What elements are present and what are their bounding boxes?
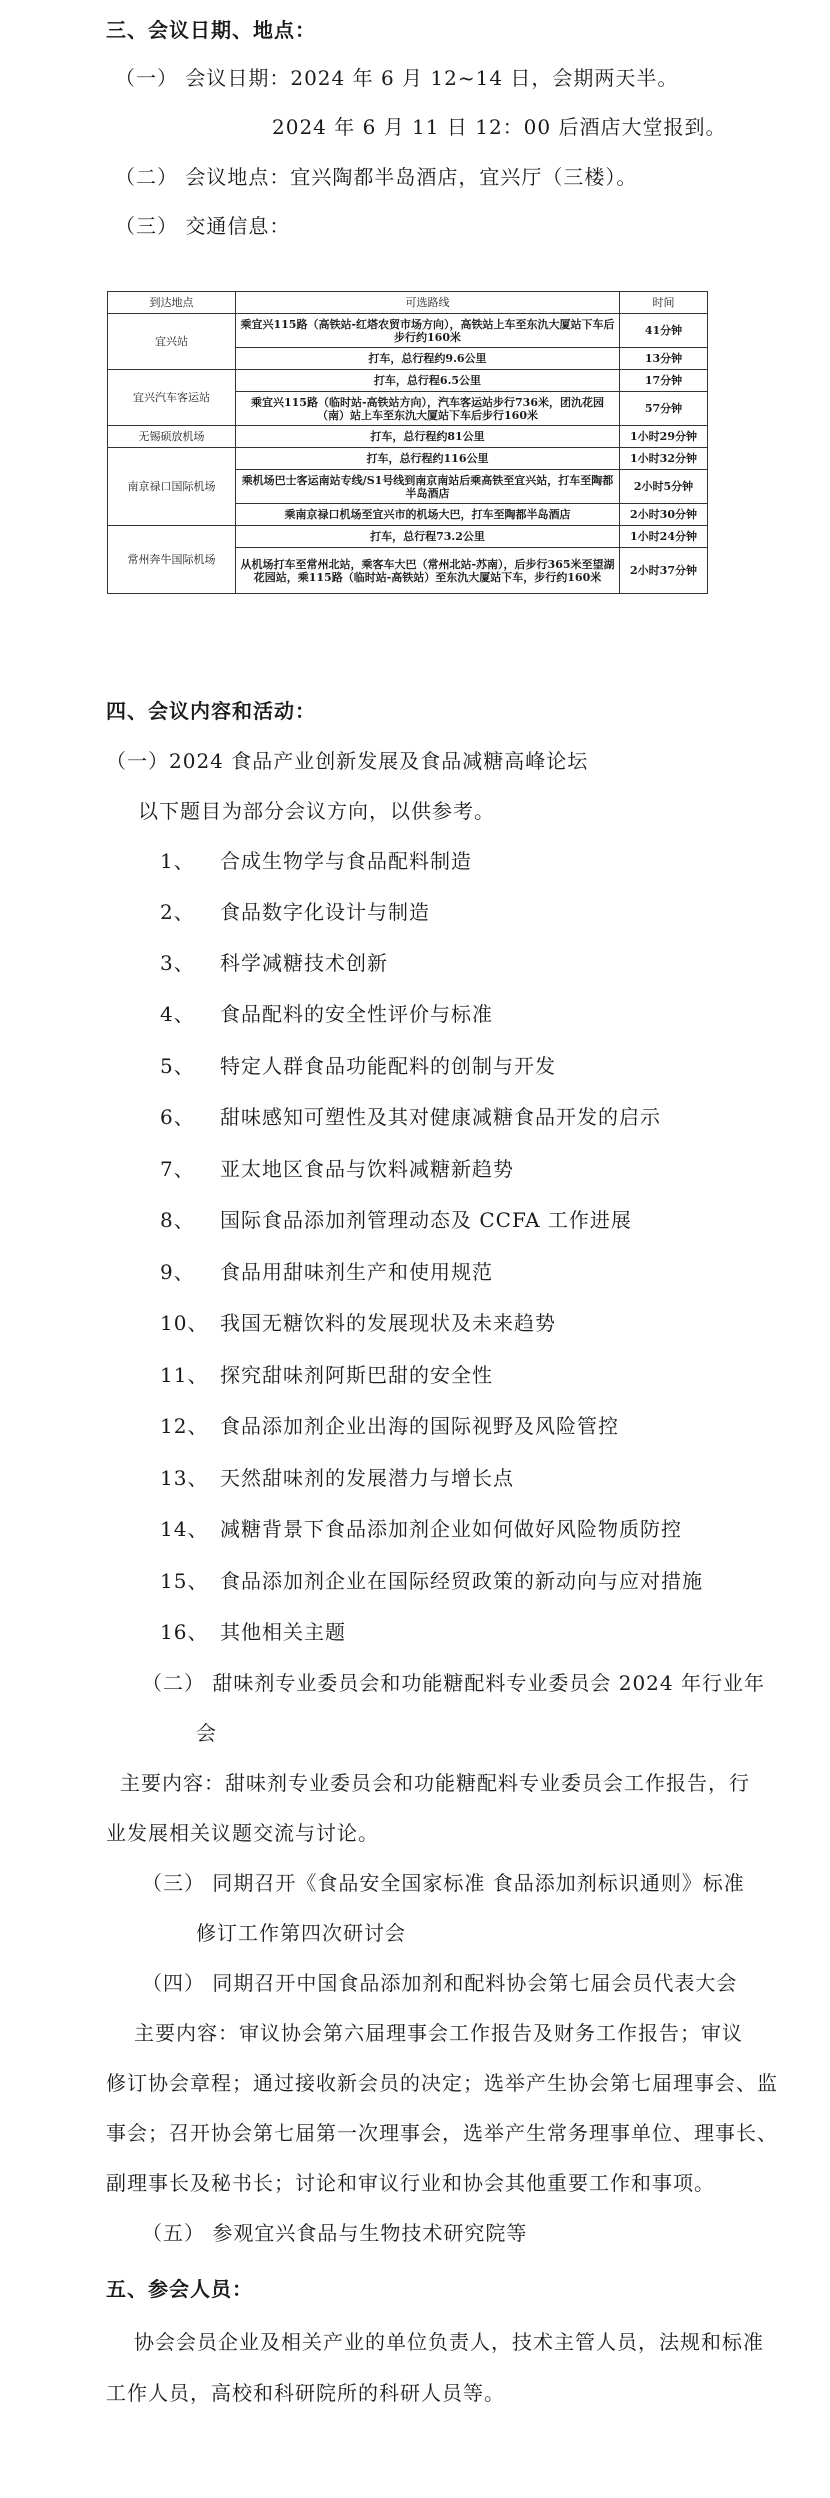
list-item <box>160 1258 493 1286</box>
route-cell: 打车，总行程约81公里 <box>236 426 620 448</box>
list-item <box>160 1464 514 1492</box>
topic-number: 14、 <box>160 1517 209 1541</box>
list-item <box>160 847 472 875</box>
section5-line2: 工作人员，高校和科研院所的科研人员等。 <box>106 2381 505 2405</box>
topic-text: 食品添加剂企业在国际经贸政策的新动向与应对措施 <box>220 1569 703 1593</box>
item2-title-line2: 会 <box>196 1721 217 1745</box>
topic-number: 10、 <box>160 1311 209 1335</box>
item3-title-line2: 修订工作第四次研讨会 <box>196 1921 406 1945</box>
topic-text: 食品数字化设计与制造 <box>220 900 430 924</box>
topic-text: 我国无糖饮料的发展现状及未来趋势 <box>220 1311 556 1335</box>
time-cell: 1小时24分钟 <box>620 526 708 548</box>
topic-number: 15、 <box>160 1569 209 1593</box>
route-cell: 乘宜兴115路（高铁站-红塔农贸市场方向），高铁站上车至东氿大厦站下车后步行约160米 <box>236 314 620 348</box>
topic-text: 合成生物学与食品配料制造 <box>220 849 472 873</box>
route-cell: 乘机场巴士客运南站专线/S1号线到南京南站后乘高铁至宜兴站，打车至陶都半岛酒店 <box>236 470 620 504</box>
topic-number: 4、 <box>160 1002 195 1026</box>
topic-text: 国际食品添加剂管理动态及 CCFA 工作进展 <box>220 1208 632 1232</box>
list-item <box>160 1155 514 1183</box>
time-cell: 1小时32分钟 <box>620 448 708 470</box>
topic-text: 食品添加剂企业出海的国际视野及风险管控 <box>220 1414 619 1438</box>
topic-text: 甜味感知可塑性及其对健康减糖食品开发的启示 <box>220 1105 661 1129</box>
list-item <box>160 1515 682 1543</box>
table-row <box>108 314 708 348</box>
topic-number: 16、 <box>160 1620 209 1644</box>
time-cell: 2小时37分钟 <box>620 548 708 594</box>
section5-line1: 协会会员企业及相关产业的单位负责人，技术主管人员，法规和标准 <box>134 2330 764 2354</box>
route-cell: 打车，总行程约116公里 <box>236 448 620 470</box>
list-item <box>160 1618 346 1646</box>
item5-title: （五） 参观宜兴食品与生物技术研究院等 <box>142 2221 528 2245</box>
destination-cell: 宜兴汽车客运站 <box>108 370 236 426</box>
topic-text: 亚太地区食品与饮料减糖新趋势 <box>220 1157 514 1181</box>
item4-content-line4: 副理事长及秘书长；讨论和审议行业和协会其他重要工作和事项。 <box>106 2171 715 2195</box>
header-destination: 到达地点 <box>108 292 236 314</box>
time-cell: 13分钟 <box>620 348 708 370</box>
topic-number: 6、 <box>160 1105 195 1129</box>
item2-content-line1: 主要内容：甜味剂专业委员会和功能糖配料专业委员会工作报告，行 <box>120 1771 750 1795</box>
list-item <box>160 1052 556 1080</box>
item4-content-line2: 修订协会章程；通过接收新会员的决定；选举产生协会第七届理事会、监 <box>106 2071 778 2095</box>
item2-content-line2: 业发展相关议题交流与讨论。 <box>106 1821 379 1845</box>
topic-text: 探究甜味剂阿斯巴甜的安全性 <box>220 1363 493 1387</box>
route-cell: 乘宜兴115路（临时站-高铁站方向），汽车客运站步行736米，团氿花园（南）站上车至东氿大厦站下车后步行160米 <box>236 392 620 426</box>
registration-time: 2024 年 6 月 11 日 12：00 后酒店大堂报到。 <box>272 115 727 139</box>
transport-info-label: （三） 交通信息： <box>115 214 291 238</box>
destination-cell: 南京禄口国际机场 <box>108 448 236 526</box>
topic-text: 食品配料的安全性评价与标准 <box>220 1002 493 1026</box>
topic-text: 特定人群食品功能配料的创制与开发 <box>220 1054 556 1078</box>
item4-content-line3: 事会；召开协会第七届第一次理事会，选举产生常务理事单位、理事长、 <box>106 2121 778 2145</box>
table-row <box>108 370 708 392</box>
transport-table <box>107 291 708 594</box>
topic-text: 减糖背景下食品添加剂企业如何做好风险物质防控 <box>220 1517 682 1541</box>
header-route: 可选路线 <box>236 292 620 314</box>
topic-number: 1、 <box>160 849 195 873</box>
topic-number: 7、 <box>160 1157 195 1181</box>
topic-number: 2、 <box>160 900 195 924</box>
item2-title-line1: （二） 甜味剂专业委员会和功能糖配料专业委员会 2024 年行业年 <box>142 1671 765 1695</box>
list-item <box>160 1000 493 1028</box>
route-cell: 打车，总行程约9.6公里 <box>236 348 620 370</box>
topic-number: 9、 <box>160 1260 195 1284</box>
forum-title: （一）2024 食品产业创新发展及食品减糖高峰论坛 <box>106 749 589 773</box>
destination-cell: 常州奔牛国际机场 <box>108 526 236 594</box>
topic-text: 科学减糖技术创新 <box>220 951 388 975</box>
list-item <box>160 1206 632 1234</box>
destination-cell: 无锡硕放机场 <box>108 426 236 448</box>
time-cell: 1小时29分钟 <box>620 426 708 448</box>
list-item <box>160 949 388 977</box>
list-item <box>160 1309 556 1337</box>
topic-number: 11、 <box>160 1363 209 1387</box>
list-item <box>160 1412 619 1440</box>
route-cell: 乘南京禄口机场至宜兴市的机场大巴，打车至陶都半岛酒店 <box>236 504 620 526</box>
meeting-date: （一） 会议日期：2024 年 6 月 12~14 日，会期两天半。 <box>115 66 679 90</box>
list-item <box>160 1567 703 1595</box>
item3-title-line1: （三） 同期召开《食品安全国家标准 食品添加剂标识通则》标准 <box>142 1871 745 1895</box>
list-item <box>160 898 430 926</box>
topic-text: 食品用甜味剂生产和使用规范 <box>220 1260 493 1284</box>
time-cell: 57分钟 <box>620 392 708 426</box>
section3-title: 三、会议日期、地点： <box>106 18 316 42</box>
topic-text: 天然甜味剂的发展潜力与增长点 <box>220 1466 514 1490</box>
table-row <box>108 526 708 548</box>
topic-number: 13、 <box>160 1466 209 1490</box>
time-cell: 2小时30分钟 <box>620 504 708 526</box>
topic-text: 其他相关主题 <box>220 1620 346 1644</box>
time-cell: 17分钟 <box>620 370 708 392</box>
forum-intro: 以下题目为部分会议方向，以供参考。 <box>138 799 495 823</box>
table-row <box>108 426 708 448</box>
table-header-row <box>108 292 708 314</box>
list-item <box>160 1361 493 1389</box>
topic-number: 12、 <box>160 1414 209 1438</box>
topic-number: 5、 <box>160 1054 195 1078</box>
table-row <box>108 448 708 470</box>
meeting-venue: （二） 会议地点：宜兴陶都半岛酒店，宜兴厅（三楼）。 <box>115 165 638 189</box>
section4-title: 四、会议内容和活动： <box>106 699 316 723</box>
section5-title: 五、参会人员： <box>106 2277 253 2301</box>
header-time: 时间 <box>620 292 708 314</box>
route-cell: 打车，总行程73.2公里 <box>236 526 620 548</box>
item4-content-line1: 主要内容：审议协会第六届理事会工作报告及财务工作报告；审议 <box>134 2021 743 2045</box>
route-cell: 打车，总行程6.5公里 <box>236 370 620 392</box>
item4-title: （四） 同期召开中国食品添加剂和配料协会第七届会员代表大会 <box>142 1971 738 1995</box>
list-item <box>160 1103 661 1131</box>
destination-cell: 宜兴站 <box>108 314 236 370</box>
time-cell: 41分钟 <box>620 314 708 348</box>
topic-number: 3、 <box>160 951 195 975</box>
time-cell: 2小时5分钟 <box>620 470 708 504</box>
topic-number: 8、 <box>160 1208 195 1232</box>
route-cell: 从机场打车至常州北站，乘客车大巴（常州北站-苏南），后步行365米至望湖花园站，乘115路（临时站-高铁站）至东氿大厦站下车，步行约160米 <box>236 548 620 594</box>
